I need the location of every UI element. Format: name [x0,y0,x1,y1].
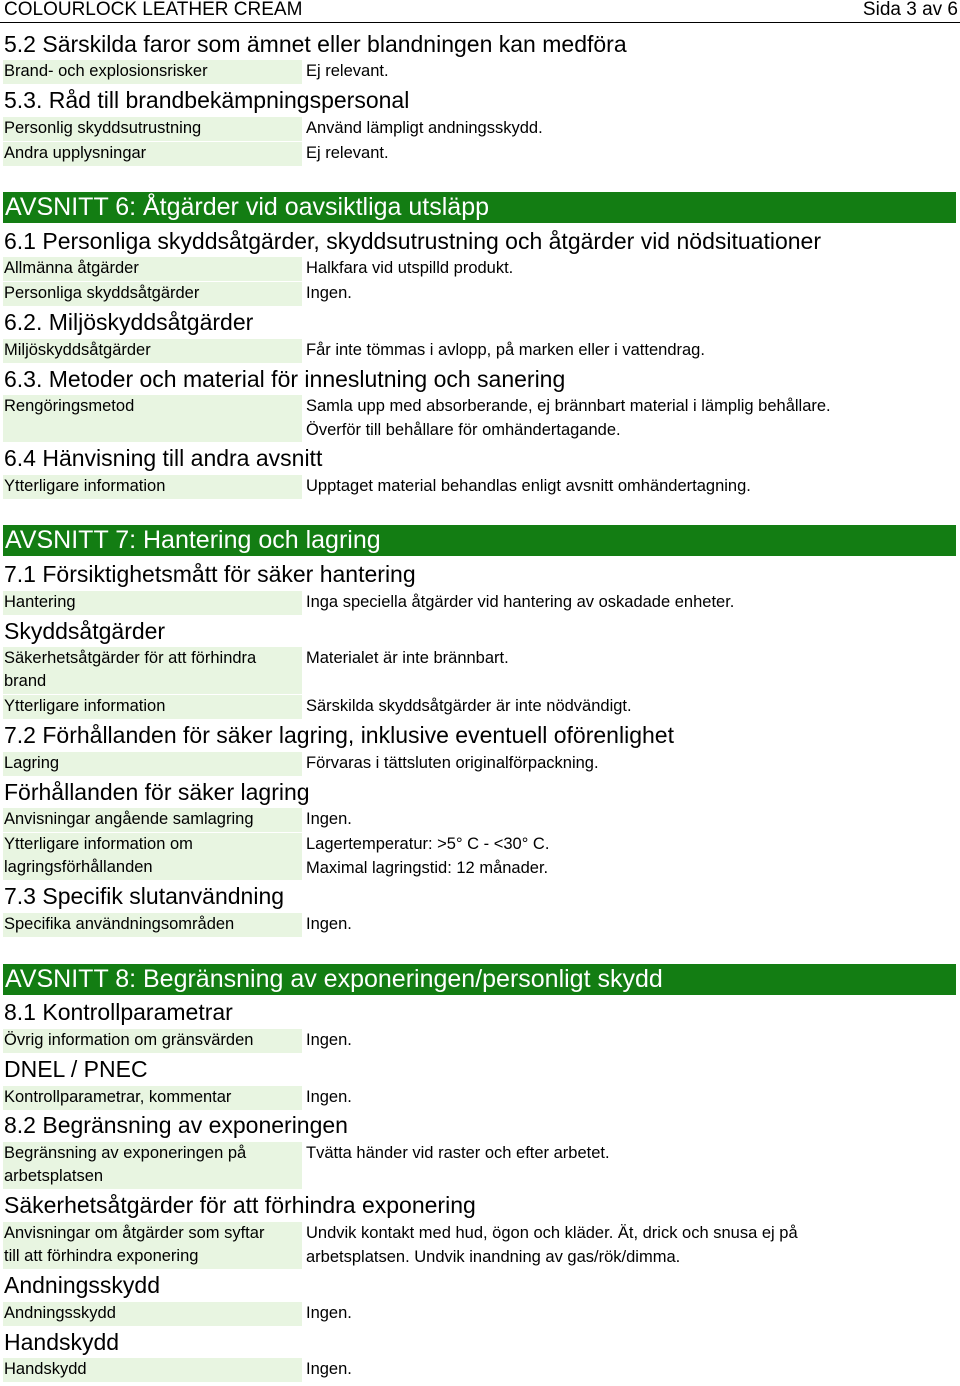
label-limit-values: Övrig information om gränsvärden [3,1029,302,1053]
label-storage-conditions-line-2: lagringsförhållanden [4,858,153,876]
heading-6-1: 6.1 Personliga skyddsåtgärder, skyddsutrustning och åtgärder vid nödsituationer [4,228,821,254]
label-respiratory: Andningsskydd [3,1302,302,1326]
heading-6-2: 6.2. Miljöskyddsåtgärder [4,309,254,335]
value-cleaning-method-2: Överför till behållare för omhändertagande. [306,421,621,439]
label-general-measures: Allmänna åtgärder [3,257,302,281]
label-storage: Lagring [3,752,302,776]
section-8-bar: AVSNITT 8: Begränsning av exponeringen/personligt skydd [3,964,956,995]
heading-protective-measures: Skyddsåtgärder [4,618,166,644]
label-cleaning-method: Rengöringsmetod [3,395,302,442]
label-fire-prevention [3,647,302,694]
value-cleaning-method-1: Samla upp med absorberande, ej brännbart material i lämplig behållare. [306,397,831,415]
label-exposure-workplace-line-1: Begränsning av exponeringen på [4,1144,247,1162]
label-control-parameters: Kontrollparametrar, kommentar [3,1086,302,1110]
label-fire-prevention-line-1: Säkerhetsåtgärder för att förhindra [4,649,257,667]
value-storage: Förvaras i tättsluten originalförpackning. [306,754,599,772]
label-exposure-workplace-line-2: arbetsplatsen [4,1167,104,1185]
heading-5-2: 5.2 Särskilda faror som ämnet eller blandningen kan medföra [4,31,627,57]
value-specific-uses: Ingen. [306,915,352,933]
label-handling: Hantering [3,591,302,615]
value-max-storage-time: Maximal lagringstid: 12 månader. [306,859,549,877]
label-environmental: Miljöskyddsåtgärder [3,339,302,363]
heading-7-2: 7.2 Förhållanden för säker lagring, inklusive eventuell oförenlighet [4,722,674,748]
heading-exposure-prevention: Säkerhetsåtgärder för att förhindra exponering [4,1192,476,1218]
label-storage-conditions [3,833,302,880]
label-personal-protective: Personlig skyddsutrustning [3,117,302,141]
heading-7-3: 7.3 Specifik slutanvändning [4,883,285,909]
page-number: Sida 3 av 6 [862,0,958,20]
value-prevention-measures-2: arbetsplatsen. Undvik inandning av gas/rök/dimma. [306,1248,681,1266]
heading-respiratory: Andningsskydd [4,1272,160,1298]
label-other-info: Andra upplysningar [3,142,302,166]
label-fire-prevention-line-2: brand [4,672,47,690]
value-other-info: Ej relevant. [306,144,389,162]
heading-8-2: 8.2 Begränsning av exponeringen [4,1112,348,1138]
heading-6-4: 6.4 Hänvisning till andra avsnitt [4,445,323,471]
heading-8-1: 8.1 Kontrollparametrar [4,999,233,1025]
label-prevention-measures-line-1: Anvisningar om åtgärder som syftar [4,1224,265,1242]
label-additional-info-6: Ytterligare information [3,475,302,499]
page-header [0,0,960,23]
label-co-storage: Anvisningar angående samlagring [3,808,302,832]
value-general-measures: Halkfara vid utspilld produkt. [306,259,514,277]
value-prevention-measures-1: Undvik kontakt med hud, ögon och kläder. Ät, drick och snusa ej på [306,1224,798,1242]
value-storage-temperature: Lagertemperatur: >5° C - <30° C. [306,835,550,853]
label-additional-info-7: Ytterligare information [3,695,302,719]
label-brand-explosion: Brand- och explosionsrisker [3,60,302,84]
heading-dnel-pnec: DNEL / PNEC [4,1056,148,1082]
value-personal-precautions: Ingen. [306,284,352,302]
value-respiratory: Ingen. [306,1304,352,1322]
value-brand-explosion: Ej relevant. [306,62,389,80]
heading-storage-conditions: Förhållanden för säker lagring [4,779,310,805]
value-hand-protection: Ingen. [306,1360,352,1378]
value-fire-prevention: Materialet är inte brännbart. [306,649,509,667]
label-prevention-measures [3,1222,302,1269]
label-storage-conditions-line-1: Ytterligare information om [4,835,193,853]
value-handling: Inga speciella åtgärder vid hantering av oskadade enheter. [306,593,735,611]
value-personal-protective: Använd lämpligt andningsskydd. [306,119,543,137]
value-limit-values: Ingen. [306,1031,352,1049]
section-6-bar: AVSNITT 6: Åtgärder vid oavsiktliga utsläpp [3,192,956,223]
heading-6-3: 6.3. Metoder och material för inneslutning och sanering [4,366,566,392]
heading-7-1: 7.1 Försiktighetsmått för säker hantering [4,561,416,587]
value-control-parameters: Ingen. [306,1088,352,1106]
label-hand-protection: Handskydd [3,1358,302,1382]
label-exposure-workplace [3,1142,302,1189]
label-prevention-measures-line-2: till att förhindra exponering [4,1247,199,1265]
heading-5-3: 5.3. Råd till brandbekämpningspersonal [4,87,410,113]
section-7-bar: AVSNITT 7: Hantering och lagring [3,525,956,556]
heading-hand-protection: Handskydd [4,1329,120,1355]
value-co-storage: Ingen. [306,810,352,828]
label-personal-precautions: Personliga skyddsåtgärder [3,282,302,306]
value-additional-info-7: Särskilda skyddsåtgärder är inte nödvändigt. [306,697,632,715]
value-additional-info-6: Upptaget material behandlas enligt avsnitt omhändertagning. [306,477,751,495]
value-exposure-workplace: Tvätta händer vid raster och efter arbetet. [306,1144,610,1162]
product-name: COLOURLOCK LEATHER CREAM [4,0,303,20]
value-environmental: Får inte tömmas i avlopp, på marken eller i vattendrag. [306,341,705,359]
label-specific-uses: Specifika användningsområden [3,913,302,937]
